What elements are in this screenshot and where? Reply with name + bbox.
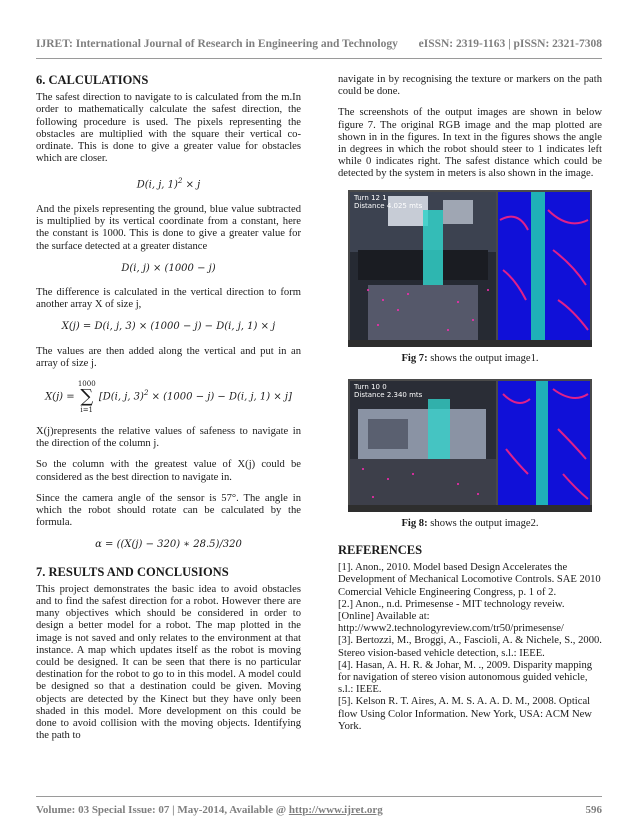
paragraph: So the column with the greatest value of X(j) could be considered as the best direction to navigate in. xyxy=(36,459,301,483)
section-heading-calculations: 6. CALCULATIONS xyxy=(36,73,149,87)
equation-5: α = ((X(j) − 320) ∗ 28.5)/320 xyxy=(95,539,242,551)
section-heading-references: REFERENCES xyxy=(338,543,423,558)
turn-readout: Turn 10 0 xyxy=(354,382,387,391)
figure-8-overlay xyxy=(354,383,422,399)
paragraph: And the pixels representing the ground, blue value subtracted is multiplied by its vertical coordinate from a constant, here the constant is 1000. This is done to give a greater value for the surface detected at a greater distance xyxy=(36,203,301,252)
figure-7-overlay xyxy=(354,194,422,210)
section-heading-results: 7. RESULTS AND CONCLUSIONS xyxy=(36,564,229,579)
journal-title: IJRET: International Journal of Research in Engineering and Technology xyxy=(36,38,398,50)
left-column xyxy=(36,74,301,751)
header-rule xyxy=(36,58,602,59)
distance-readout: Distance 4.025 mts xyxy=(354,201,423,210)
journal-link[interactable]: http://www.ijret.org xyxy=(288,804,383,816)
footer-rule xyxy=(36,796,602,797)
distance-readout: Distance 2.340 mts xyxy=(354,390,423,399)
equation-4: X(j) = 1000 ∑ i=1 [D(i, j, 3)$^2$ × (1000 − j) − D(i, j, 1) × j] xyxy=(45,379,292,414)
figure-8-caption: Fig 8: shows the output image2. xyxy=(401,517,539,529)
figure-7-caption: Fig 7: shows the output image1. xyxy=(401,352,539,364)
paragraph: This project demonstrates the basic idea to avoid obstacles and to find the safest direction for a robot. However there are many objectives which should be considered in order to design a better model for a robot. The map plotted in the image is not saved and only relates to the environment at that instance. A map which updates itself as the robot is moving could be designed. It can be seen that there is no particular destination for the robot to go to in this model. A model could be designed so that a destination could be given. Moving objects are detected by the Kinect but they have only been shaded in this model. More development on this could be done to avoid collision with the moving objects. Identifying the path to xyxy=(36,583,301,742)
reference-item: [1]. Anon., 2010. Model based Design Accelerates the Development of Mechanical Locomotive Controls. SAE 2010 Comercial Vehicle Engineering Congress, p. 1 of 2. xyxy=(338,562,601,598)
equation-3: X(j) = D(i, j, 3) × (1000 − j) − D(i, j, 1) × j xyxy=(61,321,276,333)
page-header xyxy=(36,38,602,50)
equation-2: D(i, j) × (1000 − j) xyxy=(121,262,216,274)
figure-7-graphic xyxy=(348,190,592,347)
paragraph: The safest direction to navigate to is calculated from the m.In order to mathematically calculate the safest direction, the following procedure is used. The pixels representing the obstacles are multiplied with the square their vertical co-ordinate. This is done to give a greater value for obstacles which are closer. xyxy=(36,92,301,165)
figure-7-image xyxy=(348,190,592,347)
right-column xyxy=(338,74,602,733)
summation-symbol: 1000 ∑ i=1 xyxy=(77,379,96,414)
paragraph: Since the camera angle of the sensor is 57°. The angle in which the robot should rotate can be calculated by the formula. xyxy=(36,492,301,529)
reference-item: [2.] Anon., n.d. Primesense - MIT technology reveiw. [Online] Available at: http://www2.technologyreview.com/tr50/primesense/ xyxy=(338,598,565,635)
paragraph: navigate in by recognising the texture or markers on the path could be done. xyxy=(338,74,602,98)
turn-readout: Turn 12 1 xyxy=(354,193,387,202)
equation-1: D(i, j, 1)$^2$ × j xyxy=(136,177,201,191)
page-number: 596 xyxy=(585,804,602,816)
reference-item: [3]. Bertozzi, M., Broggi, A., Fascioli, A. & Nichele, S., 2000. Stereo vision-based vehicle detection, s.l.: IEEE. xyxy=(338,635,602,659)
paragraph: The screenshots of the output images are shown in below figure 7. The original RGB image and the map plotted are shown in in the figures. In text in the figures shows the angle in degrees in which the robot should steer to 1 indicates left while 0 indicates right. The safest distance which could be detected by the system in meters is also shown in the image. xyxy=(338,107,602,180)
paragraph: The values are then added along the vertical and put in an array of size j. xyxy=(36,345,301,369)
footer-volume: Volume: 03 Special Issue: 07 | May-2014, Available @ http://www.ijret.org xyxy=(36,804,383,816)
issn: eISSN: 2319-1163 | pISSN: 2321-7308 xyxy=(418,38,602,50)
paragraph: The difference is calculated in the vertical direction to form another array X of size j, xyxy=(36,286,301,311)
page-footer xyxy=(36,804,602,816)
paragraph: X(j)represents the relative values of safeness to navigate in the direction of the column j. xyxy=(36,425,301,450)
figure-8-image xyxy=(348,379,592,512)
reference-item: [5]. Kelson R. T. Aires, A. M. S. A. A. D. M., 2008. Optical flow Using Color Information. New York, USA: ACM New York. xyxy=(338,696,592,732)
reference-item: [4]. Hasan, A. H. R. & Johar, M. ., 2009. Disparity mapping for navigation of stereo vision autonomous guided vehicle, s.l.: IEEE. xyxy=(338,659,593,696)
